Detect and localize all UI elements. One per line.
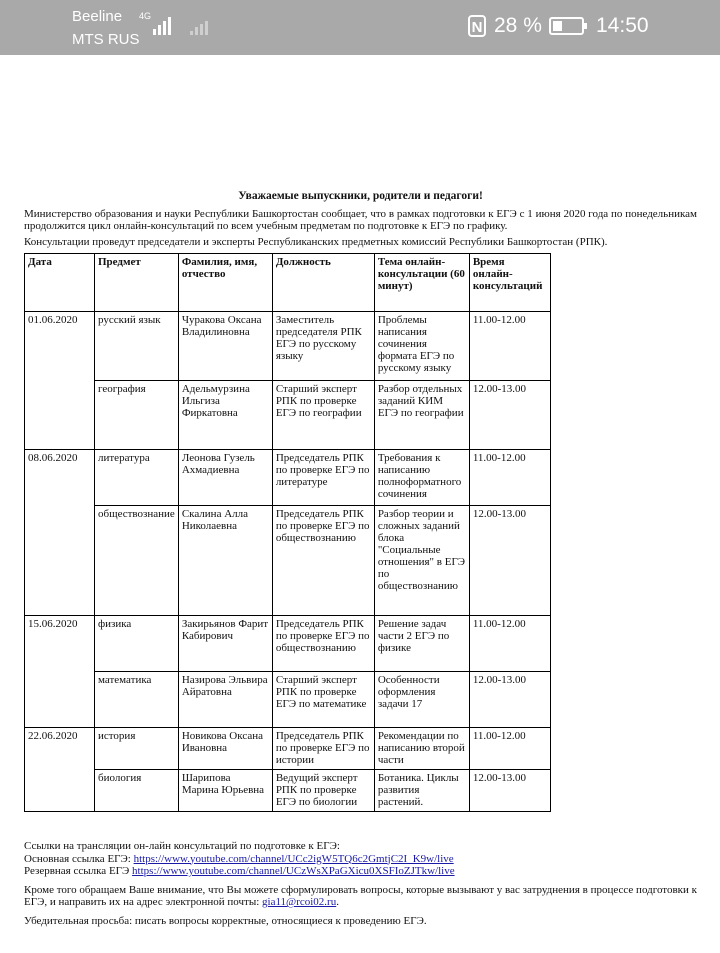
questions-note-text: Кроме того обращаем Ваше внимание, что Вы можете сформулировать вопросы, которые вызывают у вас затруднения в процессе подготовки к ЕГЭ, и направить их на адрес электронной почты: [24,883,697,908]
time-cell: 12.00-13.00 [469,770,550,812]
topic-cell: Ботаника. Циклы развития растений. [374,770,469,812]
topic-cell: Разбор теории и сложных заданий блока "Социальные отношения" в ЕГЭ по обществознанию [374,506,469,616]
intro-paragraph: Министерство образования и науки Республики Башкортостан сообщает, что в рамках подготовки к ЕГЭ с 1 июня 2020 года по понедельникам продолжится цикл онлайн-консультаций по всем учебным предметам по подготовке к ЕГЭ по графику. [24,208,697,232]
clock: 14:50 [596,14,649,37]
header-time: Время онлайн-консультаций [469,254,550,312]
date-cell: 08.06.2020 [25,450,95,616]
position-cell: Ведущий эксперт РПК по проверке ЕГЭ по биологии [272,770,374,812]
subject-cell: биология [95,770,179,812]
document-body [24,190,697,248]
battery-icon [549,17,584,35]
time-cell: 12.00-13.00 [469,381,550,450]
position-cell: Заместитель председателя РПК ЕГЭ по русскому языку [272,312,374,381]
topic-cell: Особенности оформления задачи 17 [374,672,469,728]
name-cell: Назирова Эльвира Айратовна [178,672,272,728]
name-cell: Шарипова Марина Юрьевна [178,770,272,812]
name-cell: Леонова Гузель Ахмадиевна [178,450,272,506]
status-bar [0,0,720,55]
battery-percent: 28 % [494,14,542,37]
position-cell: Председатель РПК по проверке ЕГЭ по истории [272,728,374,770]
position-cell: Старший эксперт РПК по проверке ЕГЭ по географии [272,381,374,450]
topic-cell: Рекомендации по написанию второй части [374,728,469,770]
carrier-primary: Beeline [72,8,123,25]
topic-cell: Проблемы написания сочинения формата ЕГЭ по русскому языку [374,312,469,381]
questions-note: Кроме того обращаем Ваше внимание, что Вы можете сформулировать вопросы, которые вызывают у вас затруднения в процессе подготовки к ЕГЭ, и направить их на адрес электронной почты: gia11@rcoi02.ru. [24,883,697,908]
subject-cell: русский язык [95,312,179,381]
topic-cell: Требования к написанию полноформатного сочинения [374,450,469,506]
time-cell: 11.00-12.00 [469,312,550,381]
header-position: Должность [272,254,374,312]
subject-cell: обществознание [95,506,179,616]
document-footer [24,840,697,927]
signal-strength-icon [153,17,171,35]
name-cell: Новикова Оксана Ивановна [178,728,272,770]
time-cell: 12.00-13.00 [469,506,550,616]
email-link[interactable]: gia11@rcoi02.ru [262,896,337,908]
topic-cell: Решение задач части 2 ЕГЭ по физике [374,616,469,672]
date-cell: 01.06.2020 [25,312,95,450]
position-cell: Председатель РПК по проверке ЕГЭ по обществознанию [272,506,374,616]
time-cell: 11.00-12.00 [469,450,550,506]
request-note: Убедительная просьба: писать вопросы корректные, относящиеся к проведению ЕГЭ. [24,914,427,927]
table-row [25,672,551,728]
main-link-line [24,853,697,866]
table-row [25,312,551,381]
time-cell: 11.00-12.00 [469,728,550,770]
consultants-paragraph: Консультации проведут председатели и эксперты Республиканских предметных комиссий Республики Башкортостан (РПК). [24,236,608,248]
name-cell: Чуракова Оксана Владилиновна [178,312,272,381]
schedule-table [24,253,551,812]
table-row [25,506,551,616]
table-row [25,616,551,672]
carrier-secondary: MTS RUS [72,31,140,48]
reserve-link-label: Резервная ссылка ЕГЭ [24,865,130,877]
table-row [25,381,551,450]
table-row [25,770,551,812]
reserve-link-line [24,865,697,878]
reserve-stream-link[interactable]: https://www.youtube.com/channel/UCzWsXPaGXicu0XSFIoZJTkw/live [132,865,455,877]
time-cell: 12.00-13.00 [469,672,550,728]
subject-cell: физика [95,616,179,672]
table-row [25,450,551,506]
subject-cell: математика [95,672,179,728]
nfc-icon: N [468,15,486,37]
topic-cell: Разбор отдельных заданий КИМ ЕГЭ по географии [374,381,469,450]
main-link-label: Основная ссылка ЕГЭ: [24,852,131,865]
subject-cell: история [95,728,179,770]
position-cell: Председатель РПК по проверке ЕГЭ по обществознанию [272,616,374,672]
header-topic: Тема онлайн-консультации (60 минут) [374,254,469,312]
network-type: 4G [139,11,152,21]
table-row [25,728,551,770]
table-header-row [25,254,551,312]
position-cell: Председатель РПК по проверке ЕГЭ по литературе [272,450,374,506]
name-cell: Скалина Алла Николаевна [178,506,272,616]
links-intro: Ссылки на трансляции он-лайн консультаций по подготовке к ЕГЭ: [24,840,340,852]
subject-cell: литература [95,450,179,506]
header-date: Дата [25,254,95,312]
date-cell: 15.06.2020 [25,616,95,728]
main-stream-link[interactable]: https://www.youtube.com/channel/UCc2igW5TQ6c2GmtjC2I_K9w/live [133,852,454,865]
date-cell: 22.06.2020 [25,728,95,812]
time-cell: 11.00-12.00 [469,616,550,672]
signal-strength-secondary-icon [190,21,208,35]
position-cell: Старший эксперт РПК по проверке ЕГЭ по математике [272,672,374,728]
header-name: Фамилия, имя, отчество [178,254,272,312]
document-title: Уважаемые выпускники, родители и педагоги! [238,190,483,202]
subject-cell: география [95,381,179,450]
name-cell: Адельмурзина Ильгиза Фиркатовна [178,381,272,450]
name-cell: Закирьянов Фарит Кабирович [178,616,272,672]
header-subject: Предмет [95,254,179,312]
